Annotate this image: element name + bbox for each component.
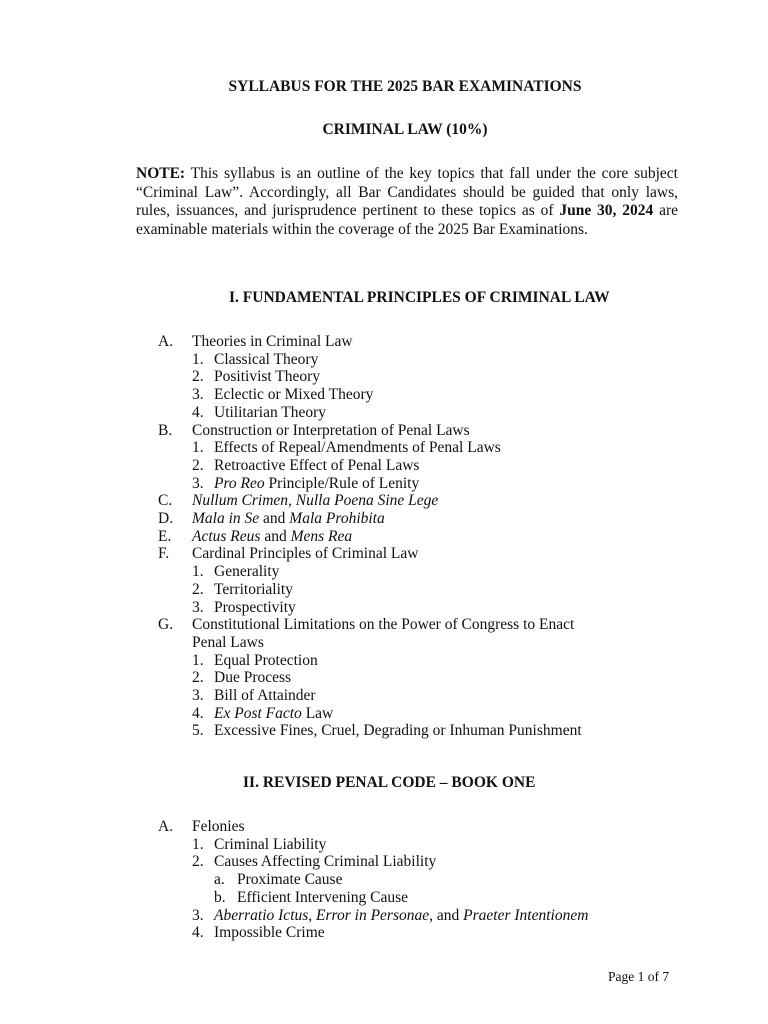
text-segment: Equal Protection xyxy=(214,651,318,669)
text-segment: Prospectivity xyxy=(214,598,296,616)
italic-term: Mala Prohibita xyxy=(289,510,385,527)
document-title: SYLLABUS FOR THE 2025 BAR EXAMINATIONS xyxy=(228,78,582,95)
text-segment: Efficient Intervening Cause xyxy=(237,888,409,906)
outline-text xyxy=(214,475,419,493)
outline-text xyxy=(192,333,353,351)
outline-text xyxy=(192,528,352,546)
italic-term: Error in Personae xyxy=(316,906,430,924)
outline-marker: 2. xyxy=(192,853,204,871)
text-segment: Eclectic or Mixed Theory xyxy=(214,386,374,404)
outline-text xyxy=(214,457,419,475)
note-label: NOTE: xyxy=(136,165,186,182)
text-segment: Constitutional Limitations on the Power of Congress to Enact xyxy=(192,616,575,634)
text-segment: Theories in Criminal Law xyxy=(192,333,353,350)
outline-text xyxy=(214,351,318,369)
italic-term: Praeter Intentionem xyxy=(463,906,589,924)
text-segment: Principle/Rule of Lenity xyxy=(264,474,420,492)
outline-text xyxy=(192,634,264,652)
outline-marker: 2. xyxy=(192,580,204,598)
outline-text xyxy=(214,722,582,740)
outline-marker: 4. xyxy=(192,403,204,421)
text-segment: Cardinal Principles of Criminal Law xyxy=(192,545,419,563)
outline-marker: 4. xyxy=(192,924,204,942)
outline-text xyxy=(192,545,418,563)
outline-marker: 5. xyxy=(192,722,204,740)
outline-marker: 1. xyxy=(192,651,204,669)
outline-marker: 1. xyxy=(192,563,204,581)
outline-text xyxy=(214,581,293,599)
outline-text xyxy=(214,687,316,705)
text-segment: Excessive Fines, Cruel, Degrading or Inhuman Punishment xyxy=(214,722,582,740)
outline-marker: a. xyxy=(214,871,225,889)
outline-text xyxy=(192,616,574,634)
italic-term: Actus Reus xyxy=(192,527,261,545)
italic-term: Pro Reo xyxy=(214,474,265,492)
outline-text xyxy=(214,386,373,404)
outline-text xyxy=(214,669,291,687)
note-text-start: This syllabus is an outline of the key topics that fall under the core subject “Criminal Law”. Accordingly, all Bar Candidates should be guided that only laws, rules, issuances, and jurisprudence pertinent to these topics as of xyxy=(136,165,678,219)
outline-marker: F. xyxy=(158,545,170,563)
outline-text xyxy=(214,705,333,723)
outline-text xyxy=(214,563,279,581)
text-segment: and xyxy=(260,527,291,545)
text-segment: Effects of Repeal/Amendments of Penal Laws xyxy=(214,439,501,457)
outline-marker: b. xyxy=(214,888,226,906)
outline-text xyxy=(237,889,408,907)
outline-text xyxy=(237,871,342,889)
text-segment: Retroactive Effect of Penal Laws xyxy=(214,456,420,474)
outline-text xyxy=(192,422,470,440)
outline-text xyxy=(214,404,326,422)
text-segment: Bill of Attainder xyxy=(214,687,316,704)
outline-text xyxy=(214,924,325,942)
outline-text xyxy=(192,510,385,528)
text-segment: Positivist Theory xyxy=(214,368,321,386)
outline-text xyxy=(192,818,245,836)
italic-term: Ex Post Facto xyxy=(214,704,302,722)
outline-marker: 1. xyxy=(192,350,204,368)
outline-marker: 2. xyxy=(192,368,204,386)
outline-text xyxy=(214,439,501,457)
text-segment: Proximate Cause xyxy=(237,871,343,889)
subject-title: CRIMINAL LAW (10%) xyxy=(322,121,488,138)
page-number: Page 1 of 7 xyxy=(608,969,670,984)
text-segment: Impossible Crime xyxy=(214,924,325,942)
text-segment: Classical Theory xyxy=(214,350,319,368)
text-segment: Territoriality xyxy=(214,580,293,598)
text-segment: , xyxy=(308,906,317,924)
text-segment: Due Process xyxy=(214,669,292,687)
text-segment: Utilitarian Theory xyxy=(214,403,327,421)
outline-text xyxy=(214,853,436,871)
text-segment: Felonies xyxy=(192,818,245,835)
text-segment: Law xyxy=(301,704,334,722)
outline-marker: 4. xyxy=(192,704,204,722)
outline-text xyxy=(214,368,320,386)
outline-marker: 3. xyxy=(192,687,204,704)
italic-term: Aberratio Ictus xyxy=(214,906,309,924)
note-paragraph xyxy=(136,165,678,239)
outline-marker: B. xyxy=(158,421,173,439)
outline-marker: 1. xyxy=(192,439,204,457)
outline-marker: 2. xyxy=(192,669,204,687)
outline-marker: 3. xyxy=(192,598,204,616)
outline-marker: A. xyxy=(158,818,174,835)
outline-text xyxy=(214,907,588,925)
text-segment: Construction or Interpretation of Penal Laws xyxy=(192,421,470,439)
outline-marker: 3. xyxy=(192,386,204,404)
outline-text xyxy=(214,836,326,854)
outline-marker: 2. xyxy=(192,456,204,474)
section-heading-revised-penal-code: II. REVISED PENAL CODE – BOOK ONE xyxy=(243,774,536,791)
outline-text xyxy=(214,599,296,617)
outline-marker: 3. xyxy=(192,474,204,492)
section-heading-fundamental-principles: I. FUNDAMENTAL PRINCIPLES OF CRIMINAL LAW xyxy=(229,289,610,306)
italic-term: Mala in Se xyxy=(192,510,260,527)
text-segment: Penal Laws xyxy=(192,633,264,651)
italic-term: Mens Rea xyxy=(290,527,353,545)
outline-marker: 3. xyxy=(192,906,204,924)
text-segment: Generality xyxy=(214,563,280,581)
italic-term: Nullum Crimen, Nulla Poena Sine Lege xyxy=(192,492,439,510)
outline-marker: E. xyxy=(158,527,172,545)
text-segment: , and xyxy=(429,906,464,924)
text-segment: Causes Affecting Criminal Liability xyxy=(214,853,437,871)
outline-marker: 1. xyxy=(192,835,204,853)
outline-marker: C. xyxy=(158,492,173,510)
outline-marker: D. xyxy=(158,510,174,527)
note-text-end: are examinable materials within the coverage of the 2025 Bar Examinations. xyxy=(136,202,679,238)
outline-marker: A. xyxy=(158,333,174,350)
note-date: June 30, 2024 xyxy=(559,202,654,219)
outline-marker: G. xyxy=(158,616,174,634)
text-segment: Criminal Liability xyxy=(214,835,327,853)
text-segment: and xyxy=(259,510,290,527)
outline-text xyxy=(214,652,318,670)
outline-text xyxy=(192,492,438,510)
